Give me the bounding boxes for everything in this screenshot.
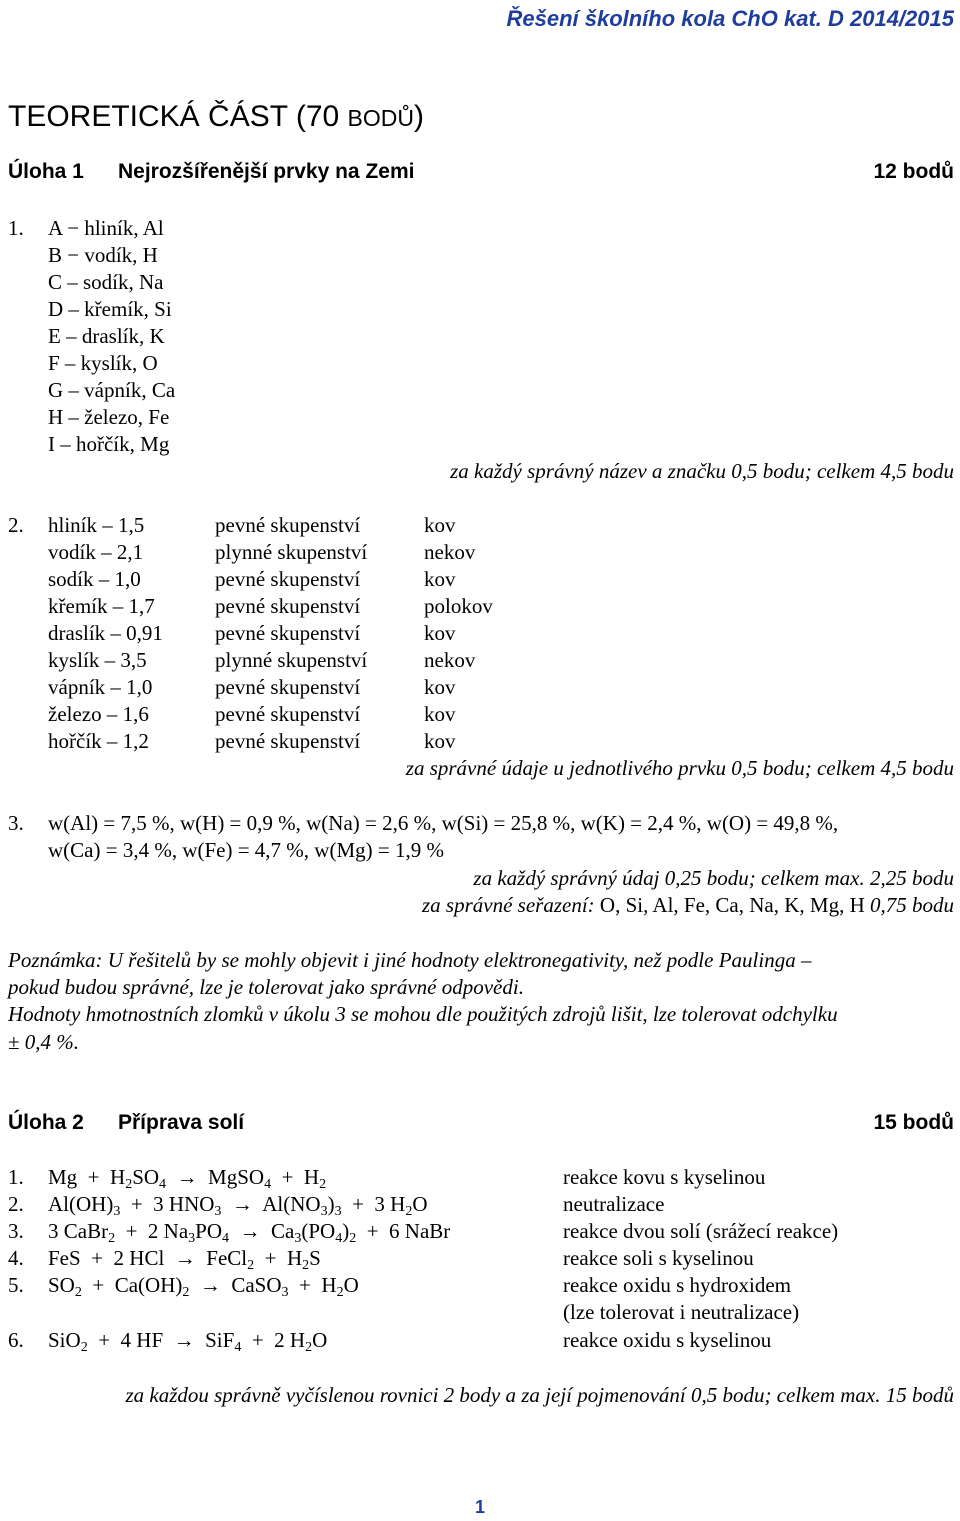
q2-type: polokov — [424, 594, 493, 618]
q2-state: pevné skupenství — [215, 675, 361, 699]
q1-item: H – železo, Fe — [48, 405, 170, 429]
reaction-type: neutralizace — [563, 1192, 665, 1216]
q3-number: 3. — [8, 811, 24, 835]
q1-item: E – draslík, K — [48, 324, 165, 348]
reaction-type-note: (lze tolerovat i neutralizace) — [563, 1300, 800, 1324]
q2-state: pevné skupenství — [215, 594, 361, 618]
page-number: 1 — [474, 1497, 485, 1517]
q2-type: nekov — [424, 648, 476, 672]
q1-score: za každý správný název a značku 0,5 bodu; celkem 4,5 bodu — [450, 459, 954, 483]
q1-item: G – vápník, Ca — [48, 378, 176, 402]
q1-item: B − vodík, H — [48, 243, 158, 267]
q2-element: křemík – 1,7 — [48, 594, 155, 618]
q2-type: nekov — [424, 540, 476, 564]
equation-6: SiO$_2$ + 4 HF → SiF$_4$ + 2 $H_2O$ — [48, 1328, 328, 1355]
q2-element: hliník – 1,5 — [48, 513, 145, 537]
q2-number: 2. — [8, 513, 24, 537]
task2-score: za každou správně vyčíslenou rovnici 2 body a za její pojmenování 0,5 bodu; celkem max. 15 bodů — [125, 1383, 954, 1407]
reaction-type: reakce oxidu s hydroxidem — [563, 1273, 792, 1297]
reaction-type: reakce soli s kyselinou — [563, 1246, 754, 1270]
q1-item: F – kyslík, O — [48, 351, 158, 375]
q1-item: I – hořčík, Mg — [48, 432, 170, 456]
q2-state: pevné skupenství — [215, 513, 361, 537]
equation-5: $SO_2 + Ca(OH)_2$ → CaSO$_3$ + $H_2O$ — [48, 1273, 359, 1300]
equation-3: 3 CaBr$_2$ + 2 $Na_3PO_4 \to Ca_3(PO_4)_2 + 6$ NaBr — [48, 1219, 451, 1246]
q2-type: kov — [424, 513, 456, 537]
equation-2: $Al(OH)_3 + 3$ $HNO_3 \to Al(NO_3)_3 + 3$ $H_2O$ — [48, 1192, 428, 1219]
q2-state: plynné skupenství — [215, 540, 368, 564]
q2-type: kov — [424, 675, 456, 699]
reaction-type: reakce kovu s kyselinou — [563, 1165, 766, 1189]
eq-number: 2. — [8, 1192, 24, 1216]
q2-state: pevné skupenství — [215, 729, 361, 753]
task1-points: 12 bodů — [873, 160, 954, 183]
q2-element: hořčík – 1,2 — [48, 729, 149, 753]
eq-number: 6. — [8, 1328, 24, 1352]
q3-ordering-score: za správné seřazení: O, Si, Al, Fe, Ca, Na, K, Mg, H 0,75 bodu — [422, 893, 954, 917]
q3-line: w(Ca) = 3,4 %, w(Fe) = 4,7 %, w(Mg) = 1,9 % — [48, 838, 444, 862]
q3-score: za každý správný údaj 0,25 bodu; celkem max. 2,25 bodu — [473, 866, 954, 890]
q2-type: kov — [424, 702, 456, 726]
q2-state: pevné skupenství — [215, 621, 361, 645]
eq-number: 3. — [8, 1219, 24, 1243]
reaction-type: reakce oxidu s kyselinou — [563, 1328, 772, 1352]
q2-score: za správné údaje u jednotlivého prvku 0,5 bodu; celkem 4,5 bodu — [405, 756, 954, 780]
q2-element: sodík – 1,0 — [48, 567, 141, 591]
q2-element: železo – 1,6 — [48, 702, 149, 726]
q2-state: pevné skupenství — [215, 702, 361, 726]
document-header: Řešení školního kola ChO kat. D 2014/2015 — [506, 6, 954, 31]
q1-number: 1. — [8, 216, 24, 240]
note-line: Hodnoty hmotnostních zlomků v úkolu 3 se mohou dle použitých zdrojů lišit, lze tolerovat odchylku — [8, 1002, 838, 1026]
note-line: pokud budou správné, lze je tolerovat jako správné odpovědi. — [8, 975, 524, 999]
q2-state: plynné skupenství — [215, 648, 368, 672]
equation-1: $Mg + H_2SO_4$ → MgSO$_4$ + $H_2$ — [48, 1165, 327, 1192]
q2-type: kov — [424, 621, 456, 645]
main-title: TEORETICKÁ ČÁST (70 BODŮ) — [8, 100, 424, 133]
q2-element: vápník – 1,0 — [48, 675, 153, 699]
eq-number: 1. — [8, 1165, 24, 1189]
q2-type: kov — [424, 567, 456, 591]
note-line: ± 0,4 %. — [8, 1030, 80, 1054]
task1-heading: Úloha 1 Nejrozšířenější prvky na Zemi — [8, 160, 415, 183]
q2-state: pevné skupenství — [215, 567, 361, 591]
equation-4: FeS + 2 HCl → FeCl$_2$ + $H_2S$ — [48, 1246, 321, 1273]
eq-number: 5. — [8, 1273, 24, 1297]
q2-element: kyslík – 3,5 — [48, 648, 147, 672]
task2-points: 15 bodů — [873, 1111, 954, 1134]
q2-element: vodík – 2,1 — [48, 540, 144, 564]
task2-heading: Úloha 2 Příprava solí — [8, 1111, 245, 1134]
q1-item: C – sodík, Na — [48, 270, 164, 294]
q2-type: kov — [424, 729, 456, 753]
q1-item: A − hliník, Al — [48, 216, 164, 240]
note-line: Poznámka: U řešitelů by se mohly objevit i jiné hodnoty elektronegativity, než podle Paulinga – — [8, 948, 812, 972]
q3-line: w(Al) = 7,5 %, w(H) = 0,9 %, w(Na) = 2,6 %, w(Si) = 25,8 %, w(K) = 2,4 %, w(O) = 49,8 %, — [48, 811, 839, 835]
q1-item: D – křemík, Si — [48, 297, 172, 321]
q2-element: draslík – 0,91 — [48, 621, 163, 645]
reaction-type: reakce dvou solí (srážecí reakce) — [563, 1219, 839, 1243]
eq-number: 4. — [8, 1246, 24, 1270]
